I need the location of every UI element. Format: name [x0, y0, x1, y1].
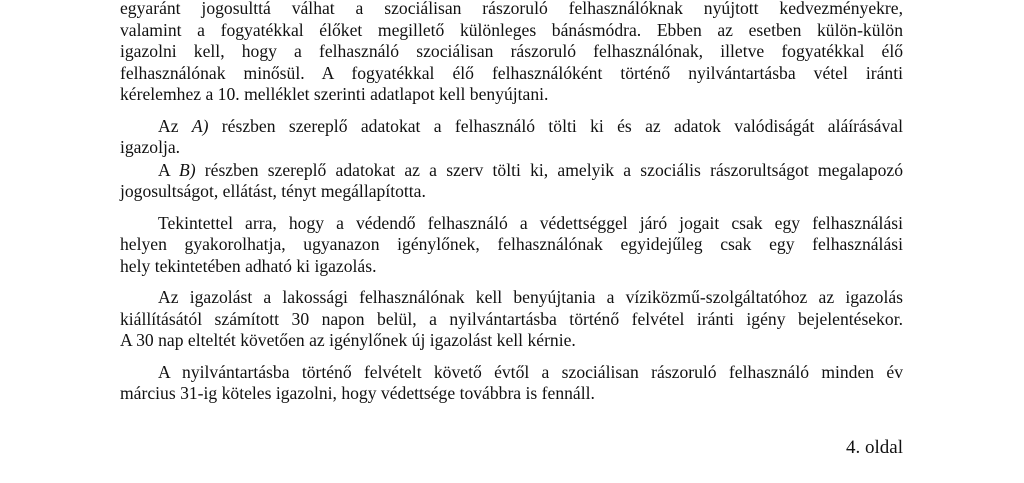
paragraph-annual-confirmation	[120, 362, 903, 405]
text-line: kiállításától számított 30 napon belül, a nyilvántartásba történő felvétel iránti igény bejelentésekor.	[120, 308, 903, 329]
text-line: kérelemhez a 10. melléklet szerinti adatlapot kell benyújtani.	[120, 84, 549, 104]
paragraph-dual-eligibility	[120, 0, 903, 106]
page-number: 4. oldal	[846, 437, 903, 458]
text-line: egyaránt jogosulttá válhat a szociálisan rászoruló felhasználóknak nyújtott kedvezményekre,	[120, 0, 903, 18]
paragraph-part-b	[120, 160, 903, 203]
part-b-label: B)	[178, 159, 196, 180]
part-a-label: A)	[191, 115, 209, 136]
text-line: március 31-ig köteles igazolni, hogy védettsége továbbra is fennáll.	[120, 383, 595, 403]
text-line: Az A) részben szereplő adatokat a felhasználó tölti ki és az adatok valódiságát aláírásával	[158, 115, 903, 136]
text-line: igazolni kell, hogy a felhasználó szociálisan rászoruló felhasználónak, illetve fogyatékkal élő	[120, 41, 903, 61]
text-line: igazolja.	[120, 137, 181, 157]
paragraph-single-location	[120, 213, 903, 278]
paragraph-submission-deadline	[120, 287, 903, 352]
text-line: A B) részben szereplő adatokat az a szerv tölti ki, amelyik a szociális rászorultságot megalapozó	[158, 159, 903, 180]
text-line: jogosultságot, ellátást, tényt megállapította.	[120, 181, 426, 201]
text-line: helyen gyakorolhatja, ugyanazon igénylőnek, felhasználónak egyidejűleg csak egy felhasználási	[120, 234, 903, 254]
text-line: Az igazolást a lakossági felhasználónak kell benyújtania a víziközmű-szolgáltatóhoz az igazolás	[158, 287, 903, 307]
document-body	[120, 0, 903, 405]
text-line: Tekintettel arra, hogy a védendő felhasználó a védettséggel járó jogait csak egy felhasználási	[158, 212, 903, 233]
text-line: valamint a fogyatékkal élőket megillető különleges bánásmódra. Ebben az esetben külön-külön	[120, 19, 903, 40]
text-line: felhasználónak minősül. A fogyatékkal élő felhasználóként történő nyilvántartásba vétel iránti	[120, 62, 903, 83]
text-line: A nyilvántartásba történő felvételt követő évtől a szociálisan rászoruló felhasználó minden év	[158, 361, 903, 382]
text-line: hely tekintetében adható ki igazolás.	[120, 255, 377, 276]
text-line: A 30 nap elteltét követően az igénylőnek új igazolást kell kérnie.	[120, 330, 576, 350]
paragraph-part-a	[120, 116, 903, 159]
